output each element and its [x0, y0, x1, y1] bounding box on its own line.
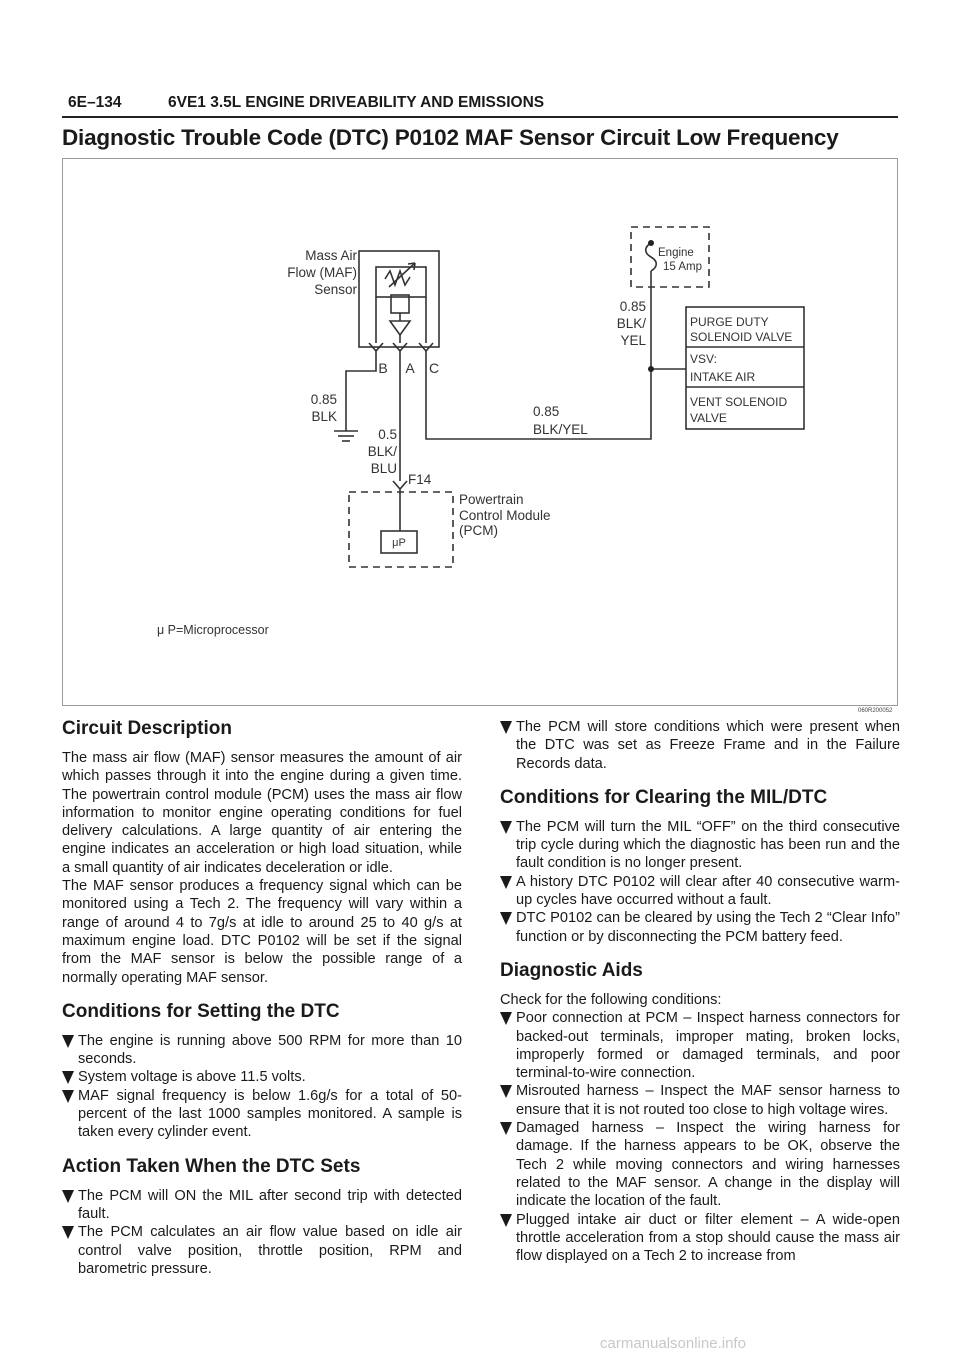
wire-b-color: BLK [311, 409, 337, 424]
wire-c-gauge: 0.85 [533, 404, 560, 419]
bullet-triangle-icon [500, 912, 512, 925]
wire-a-color-1: BLK/ [367, 444, 397, 459]
figure-code: 060R200052 [858, 708, 893, 714]
load-2-line-1: VSV: [690, 352, 717, 366]
bullet-triangle-icon [500, 1214, 512, 1227]
diagnostic-aids-intro: Check for the following conditions: [500, 991, 722, 1008]
connector-label: F14 [408, 472, 432, 487]
list-item: Damaged harness – Inspect the wiring harness for damage. If the harness appears to be OK, observe the Tech 2 while moving connectors and wiring harnesses related to the MAF sensor. A change in the display will indicate the location of the fault. [500, 1119, 900, 1210]
load-3-line-1: VENT SOLENOID [690, 395, 788, 409]
bullet-triangle-icon [62, 1190, 74, 1203]
pcm-box [349, 492, 453, 567]
wire-fuse-color-1: BLK/ [616, 316, 646, 331]
clearing-heading: Conditions for Clearing the MIL/DTC [500, 786, 828, 808]
load-1-line-2: SOLENOID VALVE [690, 330, 793, 344]
right-column [500, 718, 900, 1265]
pcm-label-2: Control Module [459, 508, 551, 523]
page-title: Diagnostic Trouble Code (DTC) P0102 MAF Sensor Circuit Low Frequency [62, 125, 839, 150]
diagnostic-aids-heading: Diagnostic Aids [500, 959, 643, 981]
bullet-triangle-icon [500, 721, 512, 734]
fuse-dot-top [648, 240, 654, 246]
maf-label-2: Flow (MAF) [287, 265, 357, 280]
pin-a-label: A [405, 360, 415, 376]
list-item: A history DTC P0102 will clear after 40 consecutive warm-up cycles have occurred without a fault. [500, 873, 900, 910]
wire-fuse-color-2: YEL [620, 333, 646, 348]
left-column [62, 718, 462, 1278]
wire-b-gauge: 0.85 [310, 392, 337, 407]
list-item: System voltage is above 11.5 volts. [62, 1068, 462, 1086]
fuse-label-2: 15 Amp [663, 261, 702, 273]
load-3-line-2: VALVE [690, 411, 727, 425]
load-1-line-1: PURGE DUTY [690, 315, 769, 329]
list-item: The PCM will store conditions which were present when the DTC was set as Freeze Frame and in the Failure Records data. [500, 718, 900, 773]
list-item: DTC P0102 can be cleared by using the Tech 2 “Clear Info” function or by disconnecting the PCM battery feed. [500, 909, 900, 946]
bullet-triangle-icon [500, 876, 512, 889]
list-item: The PCM calculates an air flow value based on idle air control valve position, throttle position, RPM and barometric pressure. [62, 1223, 462, 1278]
bullet-triangle-icon [500, 821, 512, 834]
page-number: 6E–134 [68, 94, 122, 111]
list-item: The engine is running above 500 RPM for more than 10 seconds. [62, 1032, 462, 1069]
bullet-triangle-icon [62, 1035, 74, 1048]
wire-c-color: BLK/YEL [533, 422, 588, 437]
wiring-diagram [62, 158, 898, 706]
list-item: Plugged intake air duct or filter element – A wide-open throttle acceleration from a stop should cause the mass air flow displayed on a Tech 2 to increase from [500, 1211, 900, 1266]
load-2-line-2: INTAKE AIR [690, 370, 756, 384]
wire-a-gauge: 0.5 [378, 427, 397, 442]
section-title: 6VE1 3.5L ENGINE DRIVEABILITY AND EMISSIONS [168, 94, 545, 111]
wiring-diagram-svg [63, 159, 897, 705]
list-item: The PCM will ON the MIL after second trip with detected fault. [62, 1187, 462, 1224]
pcm-label-3: (PCM) [459, 523, 498, 538]
maf-diode-icon [390, 321, 410, 335]
wire-a-color-2: BLU [370, 461, 397, 476]
legend-text: μ P=Microprocessor [157, 623, 269, 637]
list-item: Misrouted harness – Inspect the MAF sensor harness to ensure that it is not routed too close to high voltage wires. [500, 1082, 900, 1119]
page-header [62, 92, 898, 118]
bullet-triangle-icon [500, 1085, 512, 1098]
list-item: MAF signal frequency is below 1.6g/s for a total of 50-percent of the last 1000 samples monitored. A sample is taken every cylinder event. [62, 1087, 462, 1142]
bullet-triangle-icon [62, 1226, 74, 1239]
action-heading: Action Taken When the DTC Sets [62, 1155, 361, 1177]
microprocessor-label: μP [392, 537, 406, 549]
list-item: Poor connection at PCM – Inspect harness connectors for backed-out terminals, improper mating, broken locks, improperly formed or damaged terminals, and poor terminal-to-wire connection. [500, 1009, 900, 1082]
fuse-icon [646, 243, 657, 271]
wire-fuse-gauge: 0.85 [619, 299, 646, 314]
pcm-label-1: Powertrain [459, 492, 524, 507]
wire-b [346, 351, 376, 431]
maf-label-1: Mass Air [305, 248, 357, 263]
bullet-triangle-icon [500, 1012, 512, 1025]
resistor-icon [385, 271, 410, 285]
connector-f14-icon [393, 481, 407, 489]
bullet-triangle-icon [62, 1071, 74, 1084]
pin-c-label: C [428, 360, 440, 376]
circuit-description-heading: Circuit Description [62, 718, 232, 739]
list-item: The PCM will turn the MIL “OFF” on the third consecutive trip cycle during which the diagnostic has been run and the fault condition is no longer present. [500, 818, 900, 873]
bullet-triangle-icon [500, 1122, 512, 1135]
setting-heading: Conditions for Setting the DTC [62, 1000, 340, 1022]
splice-dot [648, 366, 654, 372]
bullet-triangle-icon [62, 1090, 74, 1103]
pin-b-label: B [378, 360, 388, 376]
fuse-label-1: Engine [658, 247, 694, 259]
watermark: carmanualsonline.info [600, 1335, 746, 1352]
maf-label-3: Sensor [314, 282, 357, 297]
circuit-description-p2: The MAF sensor produces a frequency signal which can be monitored using a Tech 2. The frequency will vary within a range of around 4 to 7g/s at idle to around 25 to 40 g/s at maximum engine load. DTC P0102 will be set if the signal from the MAF sensor is below the possible range of a normally operating MAF sensor. [62, 878, 462, 986]
circuit-description-p1: The mass air flow (MAF) sensor measures the amount of air which passes through it into the engine during a given time. The powertrain control module (PCM) uses the mass air flow information to monitor engine operating conditions for fuel delivery calculations. A large quantity of air entering the engine indicates an acceleration or high load situation, while a small quantity of air indicates deceleration or idle. [62, 750, 462, 876]
